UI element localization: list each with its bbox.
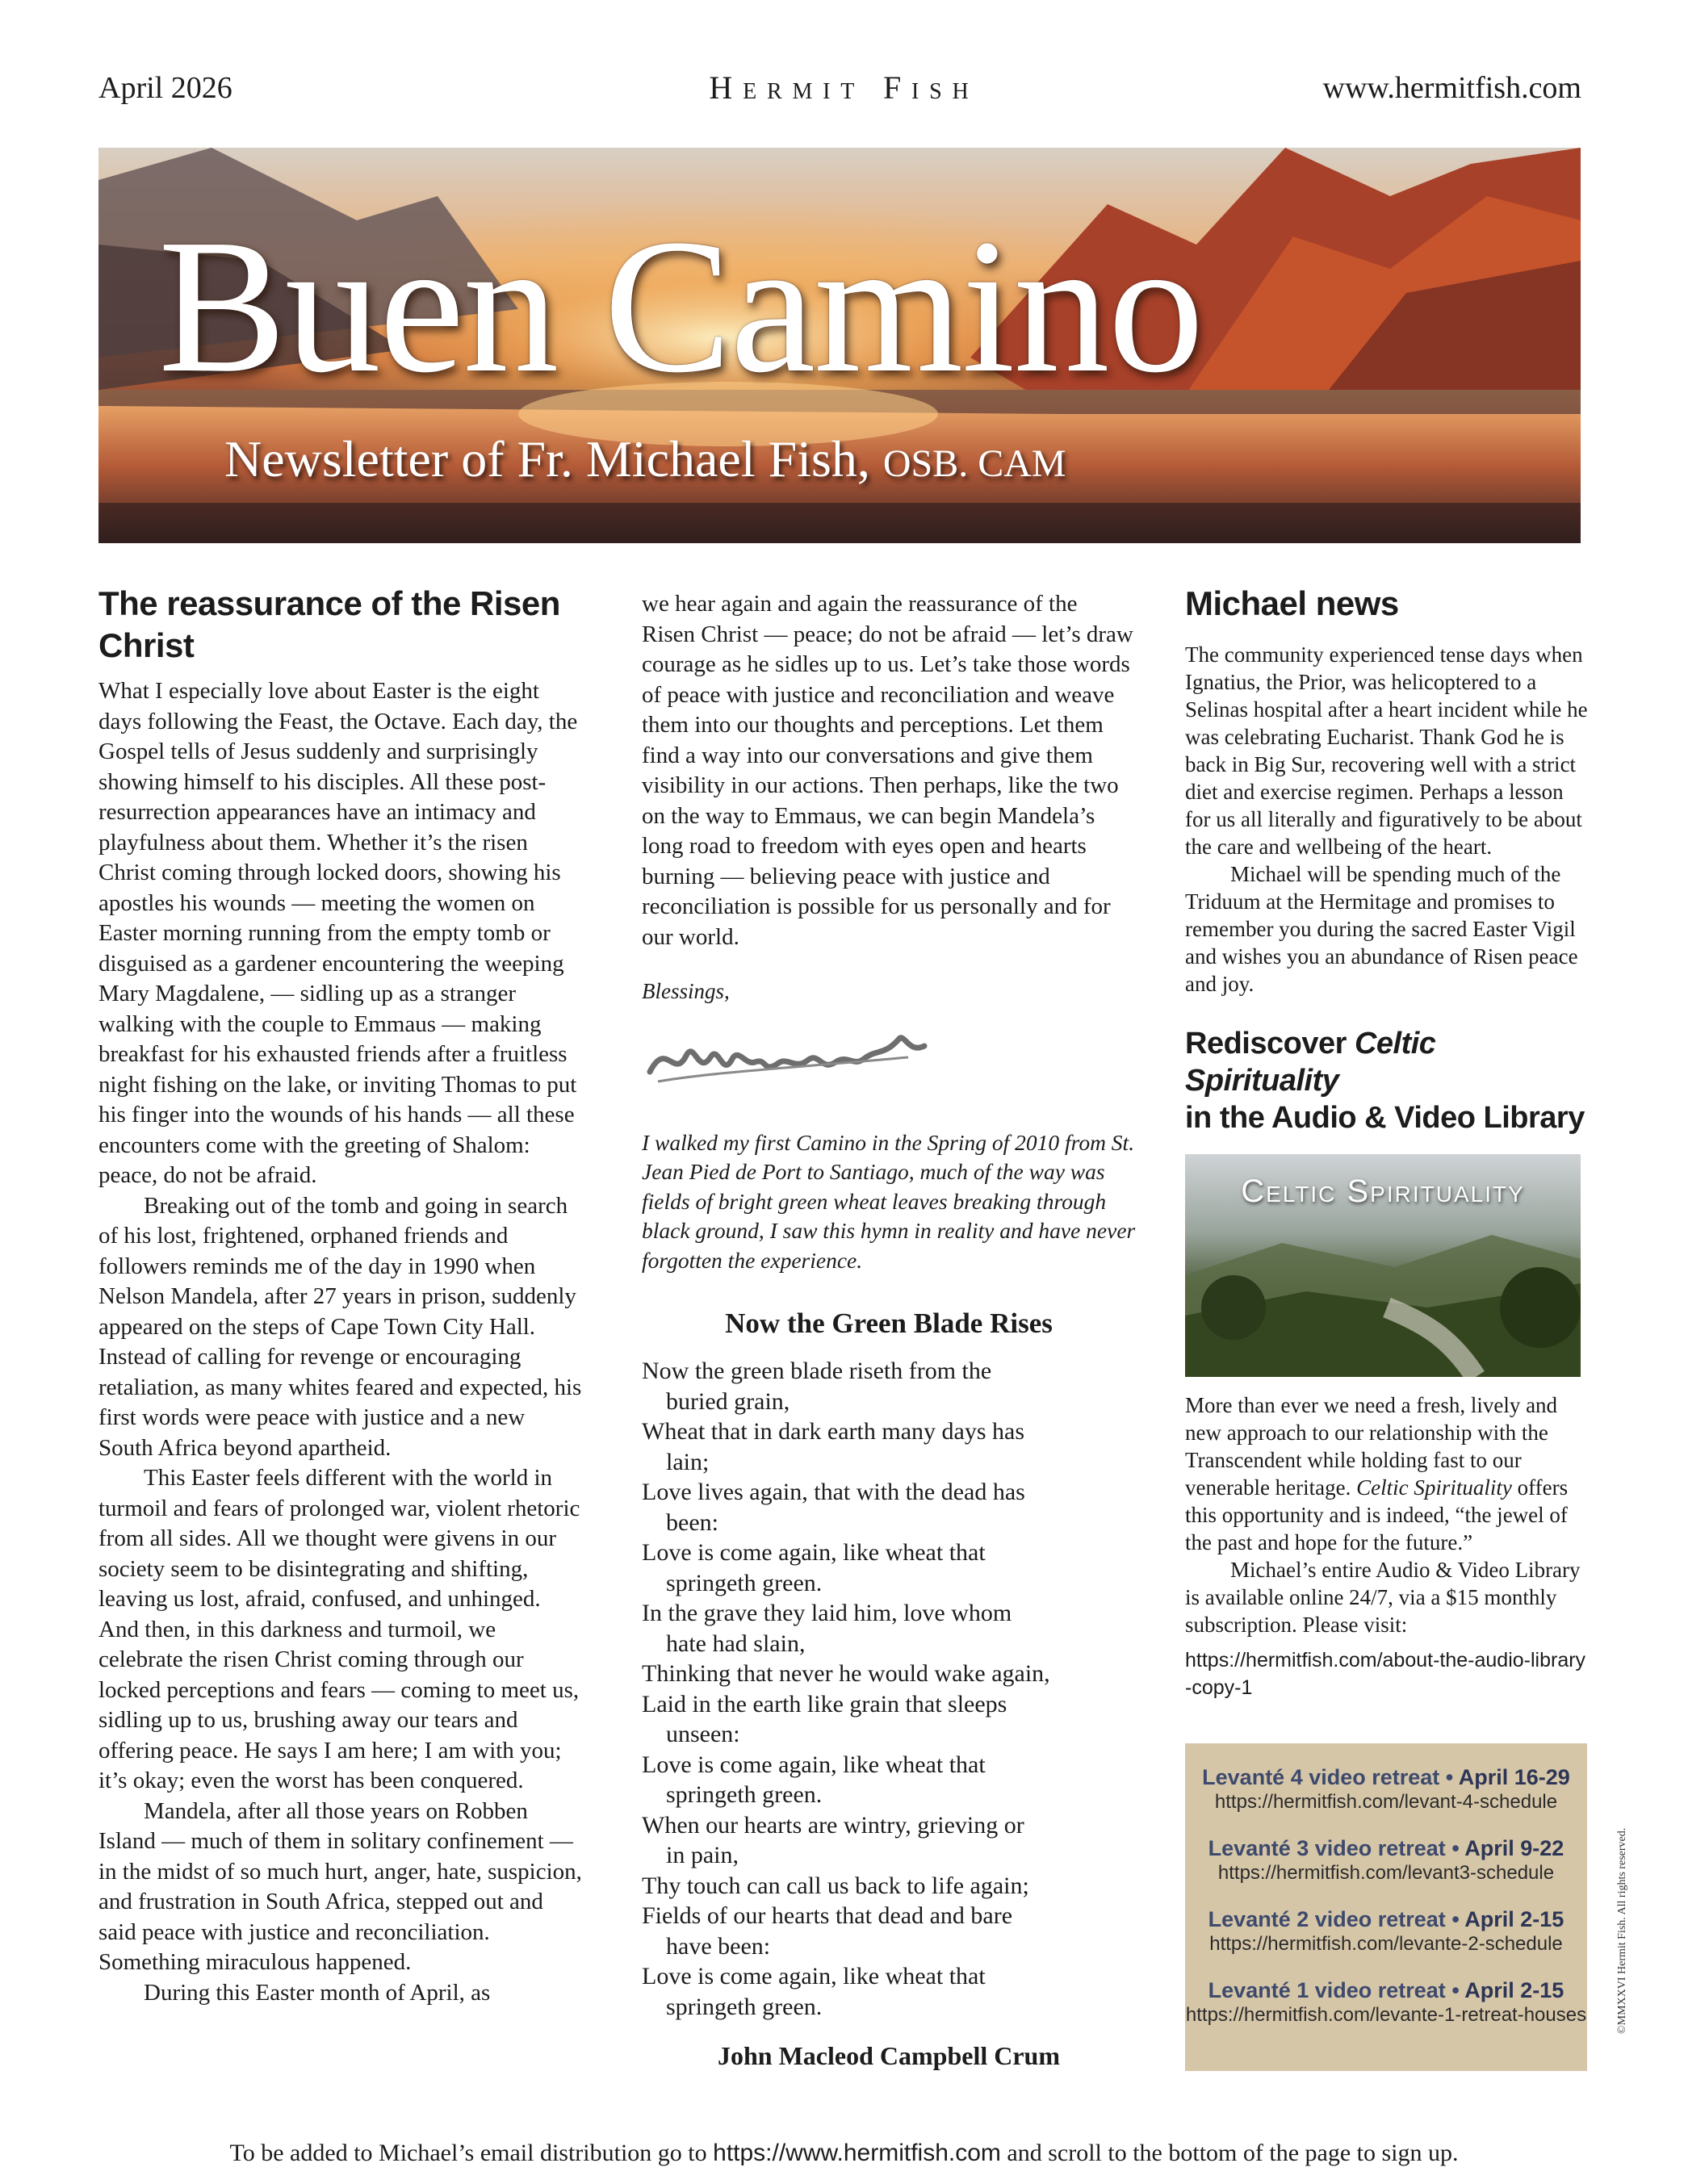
article-paragraph: What I especially love about Easter is the eight days following the Feast, the Octave. Each day, the Gospel tells of Jesus suddenly and surprisingly showing himself to his disciples. All these post-resurrection appearances have an intimacy and playfulness about them. Whether it’s the risen Christ coming through locked doors, showing his apostles his wounds — meeting the women on Easter morning running from the empty tomb or disguised as a gardener encountering the weeping Mary Magdalene, — sidling up as a stranger walking with the couple to Emmaus — making breakfast for his exhausted friends after a fruitless night fishing on the lake, or inviting Thomas to put his finger into the wounds of his hands — all these encounters come with the greeting of Shalom: peace, do not be afraid. <box>98 678 578 1188</box>
hymn-line: Now the green blade riseth from the <box>642 1358 992 1384</box>
retreat-name: Levanté 1 video retreat <box>1208 1978 1446 2002</box>
celtic-paragraph <box>1185 1391 1589 1556</box>
celtic-heading <box>1185 1025 1589 1136</box>
retreat-link[interactable]: https://hermitfish.com/levante-2-schedule <box>1209 1933 1563 1955</box>
celtic-text-italic: Celtic Spirituality <box>1356 1475 1512 1500</box>
retreat-name: Levanté 3 video retreat <box>1208 1836 1446 1860</box>
hymn-line: Laid in the earth like grain that sleeps <box>642 1690 1007 1717</box>
hymn-author: John Macleod Campbell Crum <box>718 2041 1060 2070</box>
footer <box>0 2139 1688 2168</box>
retreat-separator: • <box>1445 1907 1465 1931</box>
celtic-subscription-text: Michael’s entire Audio & Video Library is available online 24/7, via a $15 monthly subscription. Please visit: <box>1185 1558 1581 1637</box>
retreat-title <box>1185 1977 1587 2003</box>
article-continuation: we hear again and again the reassurance of the Risen Christ — peace; do not be afraid — let’s draw courage as he sidles up to us. Let’s take those words of peace with justice and reconciliation and weave them into our thoughts and perceptions. Let them find a way into our conversations and give them visibility in our actions. Then perhaps, like the two on the way to Emmaus, we can begin Mandela’s long road to freedom with eyes open and hearts burning — believing peace with justice and reconciliation is possible for us personally and for our world. <box>642 591 1133 950</box>
camino-note: I walked my first Camino in the Spring of 2010 from St. Jean Pied de Port to Santiago, much of the way was fields of bright green wheat leaves breaking through black ground, I saw this hymn in reality and have never forgotten the experience. <box>642 1129 1136 1273</box>
retreat-separator: • <box>1439 1765 1459 1789</box>
retreat-name: Levanté 2 video retreat <box>1208 1907 1446 1931</box>
retreat-date: April 9-22 <box>1464 1836 1564 1860</box>
closing-line: Blessings, <box>642 979 730 1003</box>
hymn-line-continuation: unseen: <box>666 1721 740 1747</box>
hymn-line-continuation: have been: <box>666 1932 771 1960</box>
news-heading: Michael news <box>1185 584 1399 622</box>
retreat-link[interactable]: https://hermitfish.com/levant-4-schedule <box>1214 1791 1558 1813</box>
website-link[interactable]: www.hermitfish.com <box>1322 71 1581 105</box>
celtic-text-b: offers this opportunity and is indeed, “the jewel of the past and hope for the future.” <box>1185 1475 1569 1554</box>
article-column-2 <box>642 589 1136 2072</box>
hymn-line-continuation: been: <box>666 1508 718 1536</box>
hymn-line-continuation: in pain, <box>666 1842 739 1868</box>
retreat-title <box>1185 1906 1587 1932</box>
hymn-line: Love is come again, like wheat that <box>642 1539 986 1566</box>
hymn-line-continuation: buried grain, <box>666 1387 790 1415</box>
banner-title: Buen Camino <box>158 200 1203 412</box>
celtic-heading-prefix: Rediscover <box>1185 1027 1355 1061</box>
news-paragraph: Michael will be spending much of the Triduum at the Hermitage and promises to remember you during the sacred Easter Vigil and wishes you an abundance of Risen peace and joy. <box>1185 862 1578 996</box>
hymn-line: Wheat that in dark earth many days has <box>642 1418 1024 1445</box>
retreat-name: Levanté 4 video retreat <box>1202 1765 1440 1789</box>
celtic-image-caption: Celtic Spirituality <box>1241 1174 1525 1209</box>
article-heading: The reassurance of the Risen Christ <box>98 584 560 664</box>
banner-subtitle-main: Newsletter of Fr. Michael Fish, <box>224 430 870 487</box>
hymn-line: When our hearts are wintry, grieving or <box>642 1811 1024 1839</box>
hymn-line-continuation: springeth green. <box>666 1781 823 1808</box>
sidebar-column <box>1185 583 1589 1701</box>
banner-subtitle <box>224 427 1066 496</box>
hymn-line-continuation: lain; <box>666 1448 710 1475</box>
retreat-link[interactable]: https://hermitfish.com/levant3-schedule <box>1217 1862 1555 1884</box>
retreat-date: April 16-29 <box>1458 1765 1570 1789</box>
retreat-title <box>1185 1764 1587 1790</box>
retreat-separator: • <box>1445 1978 1465 2002</box>
hymn-line-continuation: springeth green. <box>666 1993 823 2020</box>
retreat-date: April 2-15 <box>1464 1907 1564 1931</box>
celtic-text-a: More than ever we need a fresh, lively and new approach to our relationship with the Transcendent while holding fast to our venerable heritage. <box>1185 1393 1558 1500</box>
hymn-line: Thinking that never he would wake again, <box>642 1660 1050 1687</box>
retreat-link[interactable]: https://hermitfish.com/levante-1-retreat-houses <box>1185 2004 1587 2026</box>
retreat-separator: • <box>1445 1836 1465 1860</box>
signature-image <box>642 1007 932 1096</box>
footer-text-before: To be added to Michael’s email distribution go to <box>229 2140 714 2166</box>
celtic-heading-suffix: in the Audio & Video Library <box>1185 1101 1585 1135</box>
retreat-title <box>1185 1835 1587 1861</box>
hymn-line: Love is come again, like wheat that <box>642 1751 986 1778</box>
hymn-line-continuation: hate had slain, <box>666 1630 806 1657</box>
footer-link[interactable]: https://www.hermitfish.com <box>713 2140 1001 2166</box>
hymn-line: Fields of our hearts that dead and bare <box>642 1902 1013 1929</box>
celtic-spirituality-image[interactable] <box>1185 1154 1581 1377</box>
retreat-list <box>1185 1764 1587 2027</box>
hymn-line: Love is come again, like wheat that <box>642 1963 986 1989</box>
hymn-line: In the grave they laid him, love whom <box>642 1600 1012 1626</box>
hymn-title: Now the Green Blade Rises <box>725 1307 1053 1339</box>
banner-subtitle-order: OSB. CAM <box>882 442 1066 485</box>
article-paragraph: Breaking out of the tomb and going in search of his lost, frightened, orphaned friends and followers reminds me of the day in 1990 when Nelson Mandela, after 27 years in prison, suddenly appeared on the steps of Cape Town City Hall. Instead of calling for revenge or encouraging retaliation, as many whites feared and expected, his first words were peace with justice and a new South Africa beyond apartheid. <box>98 1192 582 1461</box>
banner <box>98 148 1581 543</box>
issue-date: April 2026 <box>98 71 232 105</box>
hymn-line: Love lives again, that with the dead has <box>642 1479 1025 1505</box>
news-paragraph: The community experienced tense days when Ignatius, the Prior, was helicoptered to a Selinas hospital after a heart incident while he was celebrating Eucharist. Thank God he is back in Big Sur, recovering well with a strict diet and exercise regimen. Perhaps a lesson for us all literally and figuratively to be about the care and wellbeing of the heart. <box>1185 642 1588 859</box>
retreat-date: April 2-15 <box>1464 1978 1564 2002</box>
hymn-lines <box>642 1356 1136 2022</box>
footer-text-after: and scroll to the bottom of the page to sign up. <box>1000 2140 1459 2166</box>
copyright-note: ©MMXXVI Hermit Fish. All rights reserved. <box>1616 1827 1628 2034</box>
article-paragraph: During this Easter month of April, as <box>144 1979 491 2006</box>
hymn-line-continuation: springeth green. <box>666 1569 823 1596</box>
signature <box>642 1007 1136 1096</box>
celtic-heading-italic: Celtic Spirituality <box>1185 1027 1436 1098</box>
article-paragraph: Mandela, after all those years on Robben Island — much of them in solitary confinement — in the midst of so much hurt, anger, hate, suspicion, and frustration in South Africa, stepped out and said peace with justice and reconciliation. Something miraculous happened. <box>98 1797 582 1975</box>
audio-library-link[interactable]: https://hermitfish.com/about-the-audio-library-copy-1 <box>1185 1649 1586 1699</box>
hymn-line: Thy touch can call us back to life again; <box>642 1872 1029 1899</box>
publication-name-text: Hermit Fish <box>709 69 979 106</box>
retreat-box <box>1185 1743 1587 2071</box>
article-column-1 <box>98 583 583 2008</box>
article-paragraph: This Easter feels different with the world in turmoil and fears of prolonged war, violent rhetoric from all sides. All we thought were givens in our society seem to be disintegrating and shifting, leaving us lost, afraid, confused, and unhinged. And then, in this darkness and turmoil, we celebrate the risen Christ coming through our locked perceptions and fears — coming to meet us, sidling up to us, brushing away our tears and offering peace. He says I am here; I am with you; it’s okay; even the worst has been conquered. <box>98 1465 580 1793</box>
